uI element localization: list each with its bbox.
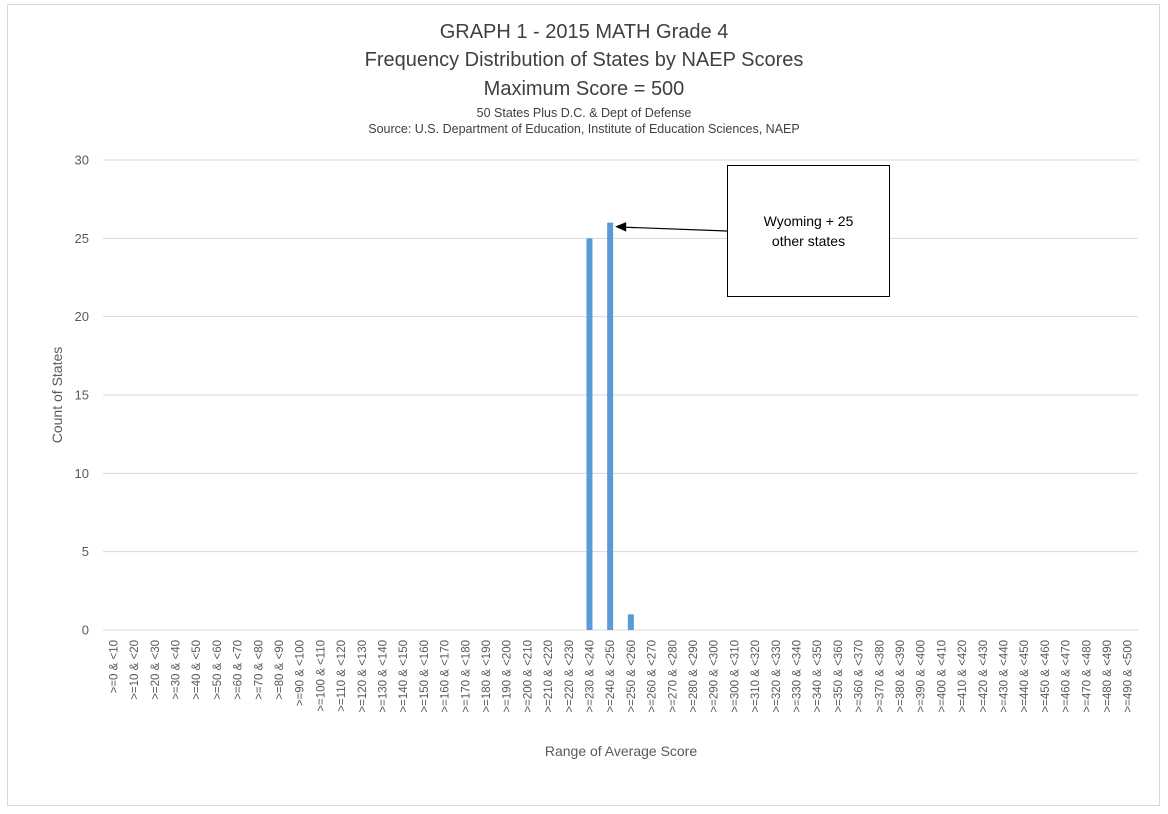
y-tick-label: 30 [74,152,89,168]
annotation-line2: other states [771,233,846,249]
x-tick-label: >=90 & <100 [294,640,307,707]
x-tick-label: >=230 & <240 [584,640,597,713]
y-axis-title: Count of States [49,346,65,444]
x-tick-label: >=220 & <230 [563,640,576,713]
gridlines [103,160,1138,630]
x-tick-label: >=290 & <300 [708,640,721,713]
x-tick-label: >=40 & <50 [191,640,204,700]
x-tick-label: >=130 & <140 [377,640,390,713]
x-tick-label: >=310 & <320 [750,640,763,713]
x-tick-label: >=260 & <270 [646,640,659,713]
x-tick-label: >=460 & <470 [1060,640,1073,713]
x-tick-label: >=170 & <180 [460,640,473,713]
x-axis-ticks [108,640,1134,713]
x-tick-label: >=190 & <200 [501,640,514,713]
x-tick-label: >=30 & <40 [170,640,183,700]
x-tick-label: >=350 & <360 [832,640,845,713]
bar [607,223,613,630]
x-tick-label: >=160 & <170 [439,640,452,713]
x-tick-label: >=60 & <70 [232,640,245,700]
x-tick-label: >=340 & <350 [812,640,825,713]
x-tick-label: >=270 & <280 [667,640,680,713]
chart-title: GRAPH 1 - 2015 MATH Grade 4 [439,21,729,43]
y-tick-label: 0 [81,622,89,638]
chart-subtitle: 50 States Plus D.C. & Dept of Defense [476,106,692,120]
bar [586,238,592,630]
y-tick-label: 20 [74,309,89,325]
chart-source: Source: U.S. Department of Education, Institute of Education Sciences, NAEP [368,122,800,136]
x-tick-label: >=250 & <260 [625,640,638,713]
annotation-callout [727,165,890,297]
y-tick-label: 10 [74,465,89,481]
chart-title-line2: Frequency Distribution of States by NAEP Scores [364,49,804,71]
x-tick-label: >=320 & <330 [770,640,783,713]
y-axis-ticks [75,153,89,638]
x-tick-label: >=420 & <430 [977,640,990,713]
annotation-arrowhead [615,222,626,232]
bar-series [586,223,633,630]
x-tick-label: >=330 & <340 [791,640,804,713]
x-tick-label: >=150 & <160 [418,640,431,713]
x-tick-label: >=50 & <60 [211,640,224,700]
x-tick-label: >=390 & <400 [915,640,928,713]
x-tick-label: >=300 & <310 [729,640,742,713]
x-tick-label: >=430 & <440 [998,640,1011,713]
x-tick-label: >=200 & <210 [522,640,535,713]
x-tick-label: >=380 & <390 [894,640,907,713]
x-tick-label: >=480 & <490 [1101,640,1114,713]
y-tick-label: 15 [74,387,89,403]
x-tick-label: >=210 & <220 [543,640,556,713]
x-tick-label: >=280 & <290 [687,640,700,713]
x-tick-label: >=140 & <150 [398,640,411,713]
x-tick-label: >=10 & <20 [129,640,142,700]
x-tick-label: >=80 & <90 [273,640,286,700]
bar [628,614,634,630]
x-tick-label: >=0 & <10 [108,640,121,694]
x-tick-label: >=490 & <500 [1122,640,1135,713]
x-tick-label: >=400 & <410 [936,640,949,713]
y-tick-label: 5 [81,544,89,560]
x-tick-label: >=360 & <370 [853,640,866,713]
x-tick-label: >=370 & <380 [874,640,887,713]
x-tick-label: >=450 & <460 [1039,640,1052,713]
x-tick-label: >=180 & <190 [480,640,493,713]
x-tick-label: >=120 & <130 [356,640,369,713]
x-axis-title: Range of Average Score [544,743,698,759]
x-tick-label: >=440 & <450 [1019,640,1032,713]
x-tick-label: >=240 & <250 [605,640,618,713]
x-tick-label: >=410 & <420 [957,640,970,713]
x-tick-label: >=470 & <480 [1081,640,1094,713]
annotation-line1: Wyoming + 25 [763,213,854,229]
chart-title-line3: Maximum Score = 500 [483,78,685,100]
annotation-arrow [615,222,727,232]
x-tick-label: >=110 & <120 [336,640,349,712]
x-tick-label: >=100 & <110 [315,640,328,712]
x-tick-label: >=20 & <30 [149,640,162,700]
y-tick-label: 25 [74,230,89,246]
x-tick-label: >=70 & <80 [253,640,266,700]
annotation-arrow-line [624,227,727,231]
